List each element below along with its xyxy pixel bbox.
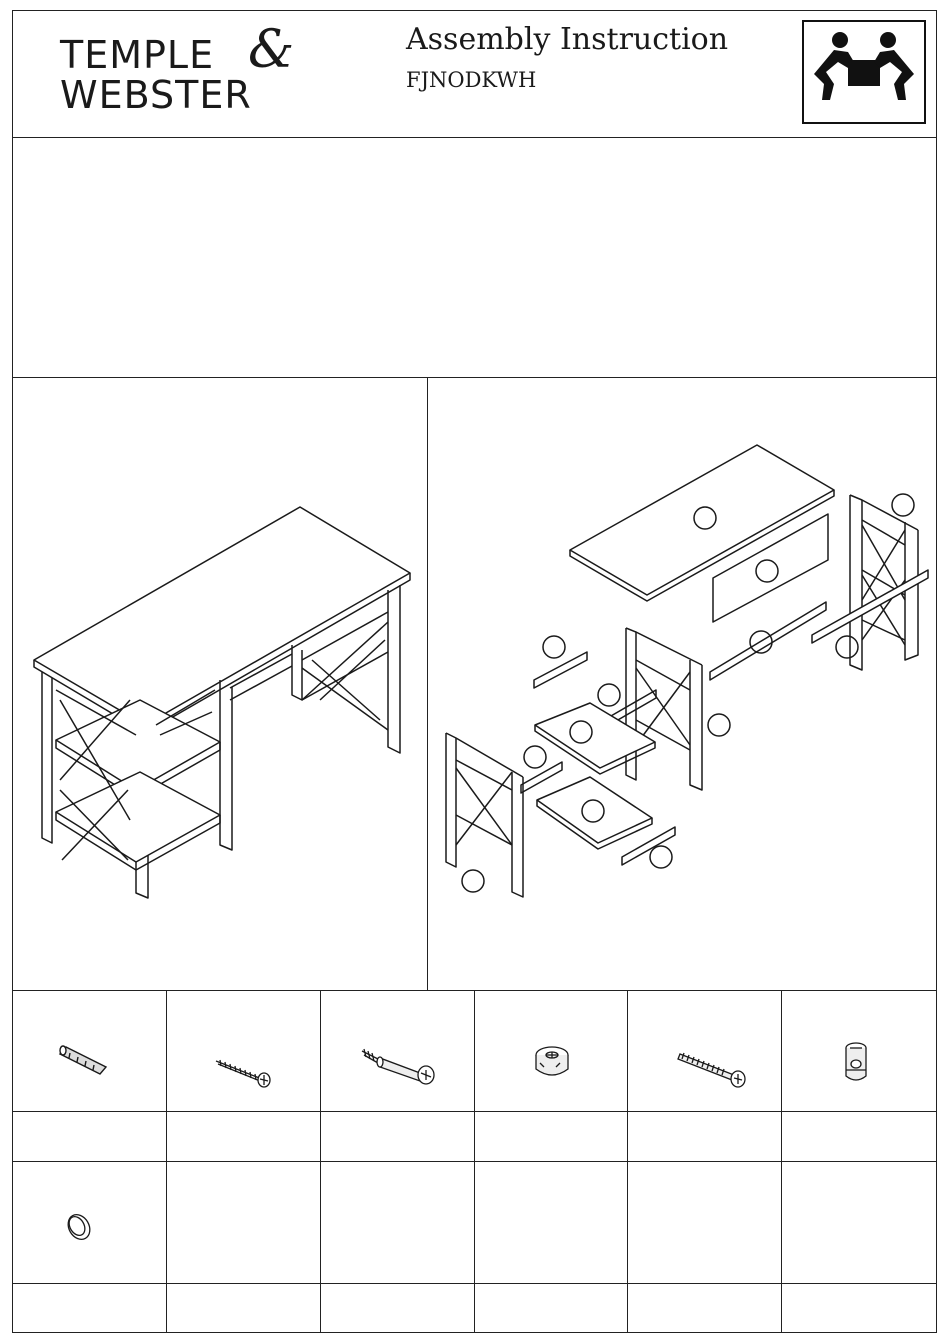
cam-lock-nut-icon <box>530 1043 574 1083</box>
part-callout <box>650 846 672 868</box>
assembled-desk-drawing <box>34 507 410 898</box>
part-callout <box>892 494 914 516</box>
product-code: FJNODKWH <box>406 68 537 92</box>
wood-screw-icon <box>212 1055 274 1091</box>
cam-bolt-icon <box>358 1045 438 1087</box>
part-callout <box>708 714 730 736</box>
part-callout <box>836 636 858 658</box>
brand-ampersand: & <box>248 20 295 80</box>
barrel-nut-icon <box>838 1040 874 1086</box>
wooden-dowel-icon <box>56 1042 112 1082</box>
part-callout <box>543 636 565 658</box>
exploded-parts-drawing <box>446 445 928 897</box>
part-callout <box>524 746 546 768</box>
brand-line-2: WEBSTER <box>60 73 252 117</box>
document-title: Assembly Instruction <box>406 22 729 57</box>
part-callout <box>462 870 484 892</box>
brand-line-1: TEMPLE <box>60 33 215 77</box>
cap-cover-icon <box>64 1210 94 1244</box>
machine-bolt-icon <box>676 1048 748 1088</box>
part-callout <box>598 684 620 706</box>
